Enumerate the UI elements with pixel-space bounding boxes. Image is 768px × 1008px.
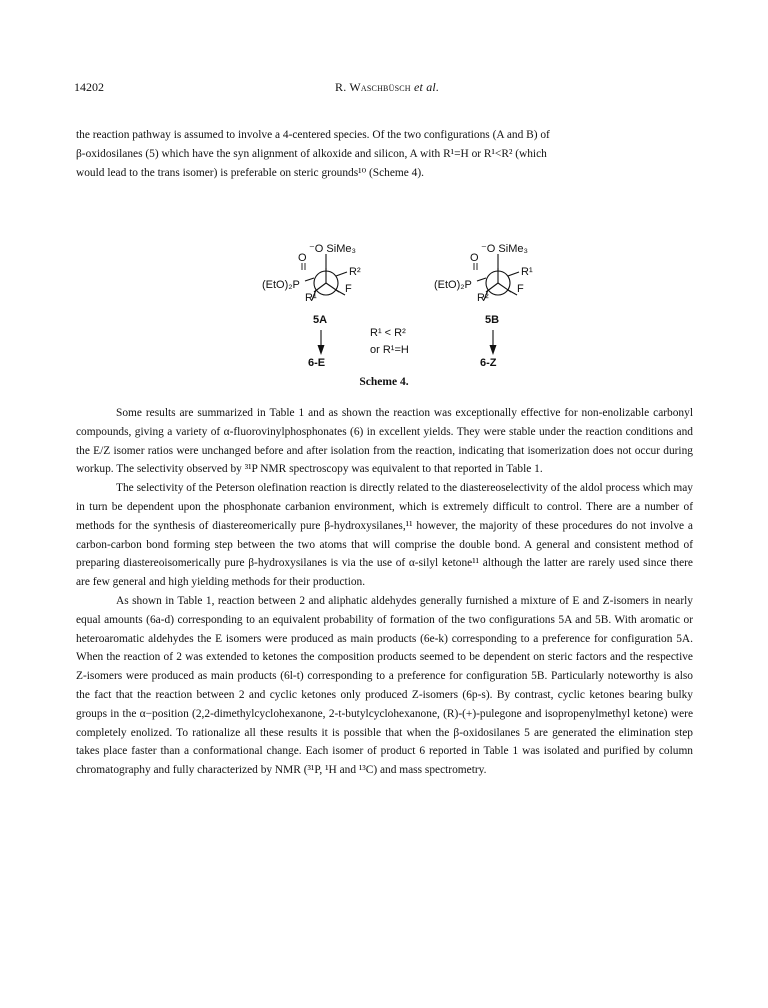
scheme-condition-2: or R¹=H <box>370 344 409 356</box>
running-head-prefix: R. W <box>335 80 361 94</box>
scheme-5b-label: 5B <box>485 314 500 326</box>
paragraph: As shown in Table 1, reaction between 2 and aliphatic aldehydes generally furnished a mixture of E and Z-isomers in nearly equal amounts (6a-d) corresponding to an equivalent probability of formation of the two configurations 5A and 5B. With aromatic or heteroaromatic aldehydes the E isomers were produced as main products (6e-k) corresponding to a preference for configuration 5A. When the reaction of 2 was extended to ketones the composition products seemed to be dependent on steric factors and the respective Z-isomers were produced as main products (6l-t) corresponding to a preference for configuration 5B. Particularly noteworthy is also the fact that the reaction between 2 and cyclic ketones only produced Z-isomers (6p-s). By contrast, cyclic ketones bearing bulky groups in the α−position (2,2-dimethylcyclohexanone, 2-t-butylcyclohexanone, (R)-(+)-pulegone and isopropenylmethyl ketone) were completely enolized. To rationalize all these results it is possible that when the β-oxidosilanes 5 are generated the elimination step takes place faster than a conformational change. Each isomer of product 6 reported in Table 1 was isolated and purified by column chromatography and fully characterized by NMR (³¹P, ¹H and ¹³C) and mass spectrometry. <box>76 594 693 777</box>
scheme-5b-carbonyl-o: O <box>470 252 479 264</box>
scheme-5b-top-group: ⁻O SiMe₃ <box>481 243 528 255</box>
scheme-5a-phosphonate: (EtO)₂P <box>262 279 300 291</box>
scheme-condition-1: R¹ < R² <box>370 327 406 339</box>
scheme-5a-top-group: ⁻O SiMe₃ <box>309 243 356 255</box>
paragraph: The selectivity of the Peterson olefination reaction is directly related to the diastereoselectivity of the aldol process which may in turn be dependent upon the phosphonate carbanion environment, which is extremely difficult to control. There are a number of methods for the synthesis of diastereomerically pure β-hydroxysilanes,¹¹ however, the majority of these procedures do not involve a carbon-carbon bond forming step between the two atoms that will comprise the double bond. A general and consistent method of preparing diastereoisomerically pure β-hydroxysilanes is via the use of α-silyl ketone¹¹ although the latter are rarely used since there are few general and high yielding methods for their production. <box>76 482 693 589</box>
running-head-smallcaps: aschbüsch <box>360 80 411 94</box>
scheme-5a-label: 5A <box>313 314 328 326</box>
running-head-suffix: et al. <box>413 80 440 94</box>
scheme-5b-phosphonate: (EtO)₂P <box>434 279 472 291</box>
intro-line: β-oxidosilanes (5) which have the syn alignment of alkoxide and silicon, A with R¹=H or R¹<R² (which <box>76 147 547 160</box>
intro-line: would lead to the trans isomer) is preferable on steric grounds¹⁰ (Scheme 4). <box>76 166 425 179</box>
scheme-5a-product: 6-E <box>308 357 326 369</box>
scheme-5b-substituent-right: R¹ <box>521 266 533 278</box>
newman-projection-5b <box>434 243 533 369</box>
newman-projection-5a <box>262 243 361 369</box>
scheme-caption: Scheme 4. <box>359 376 409 388</box>
scheme-5a-substituent-bottom: R¹ <box>305 292 317 304</box>
main-text <box>76 404 693 780</box>
intro-line: the reaction pathway is assumed to involve a 4-centered species. Of the two configurations (A and B) of <box>76 129 550 141</box>
paragraph: Some results are summarized in Table 1 and as shown the reaction was exceptionally effective for non-enolizable carbonyl compounds, giving a variety of α-fluorovinylphosphonates (6) in excellent yields. They were stable under the reaction conditions and the E/Z isomer ratios were unchanged before and after isolation from the reaction, indicating that isomerization does not occur during workup. The selectivity observed by ³¹P NMR spectroscopy was equivalent to that reported in Table 1. <box>76 407 693 476</box>
scheme-5b-substituent-f: F <box>517 283 524 295</box>
page-number: 14202 <box>74 80 104 94</box>
scheme-4-figure <box>0 0 768 400</box>
scheme-5a-substituent-f: F <box>345 283 352 295</box>
scheme-5b-product: 6-Z <box>480 357 497 369</box>
scheme-5a-carbonyl-o: O <box>298 252 307 264</box>
scheme-5b-substituent-bottom: R² <box>477 292 489 304</box>
scheme-5a-substituent-right: R² <box>349 266 361 278</box>
